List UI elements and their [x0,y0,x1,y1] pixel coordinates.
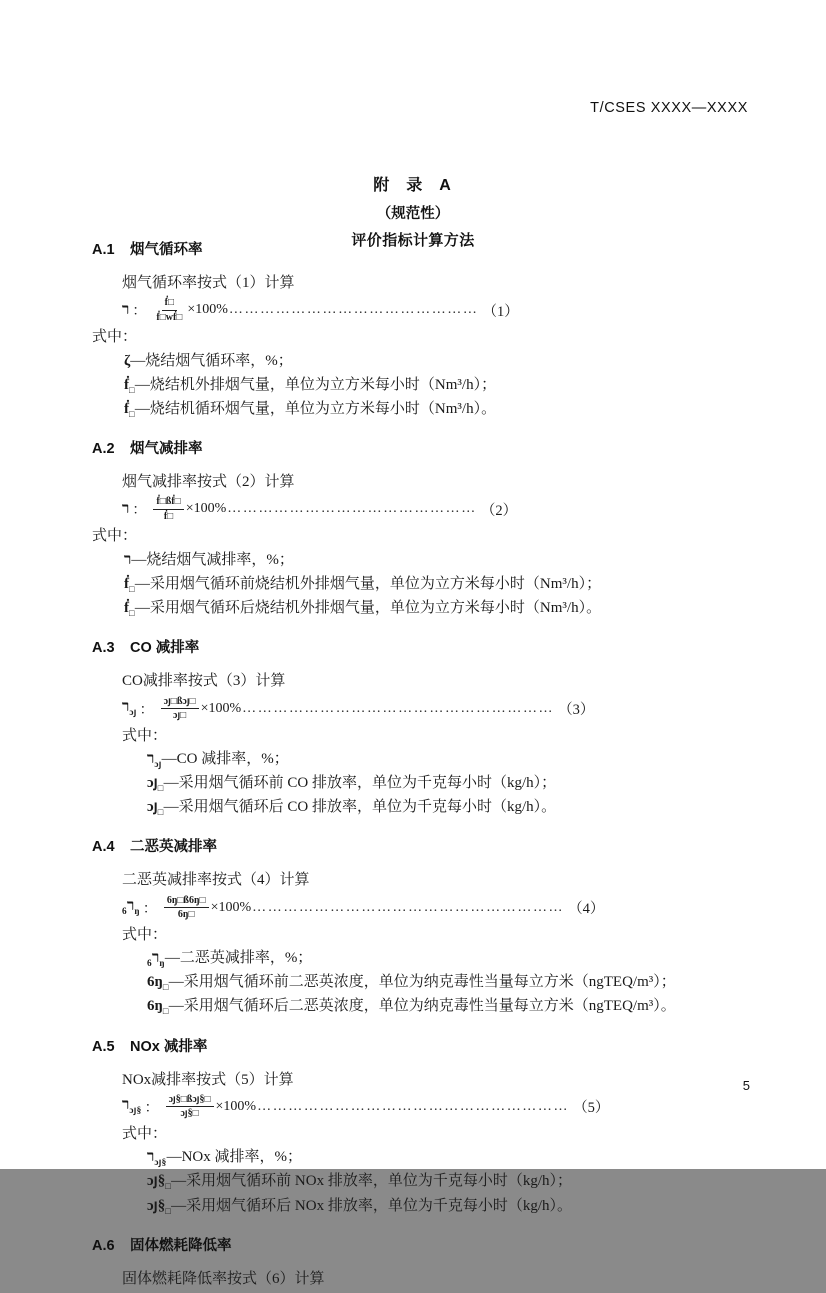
definition-symbol-subscript: □ [129,609,135,620]
definition-line [124,350,752,374]
definition-symbol: ﬧ [147,751,155,767]
definition-symbol: 6ŋ [147,998,163,1015]
definition-symbol-subscript: □ [157,784,164,795]
equation-5-fraction [166,1094,214,1120]
page-number: 5 [742,1078,750,1093]
definition-symbol-subscript: □ [165,1206,172,1217]
equation-5-leader-dots: …………………………………………………… [257,1098,570,1114]
definition-text: —采用烟气循环后二恶英浓度，单位为纳克毒性当量每立方米（ngTEQ/m³）。 [168,998,676,1015]
definition-symbol: ḟ [124,576,129,592]
equation-3-lhs-subscript: ɔյ [129,708,137,718]
equation-2 [92,496,752,522]
equation-2-number: （2） [480,502,518,519]
section-a2-intro: 烟气减排率按式（2）计算 [122,474,295,491]
definition-symbol: ﬧ [151,950,160,967]
equation-5-denominator: ɔյ§□ [180,1108,199,1120]
section-a1-number: A.1 [92,242,115,258]
equation-3-fraction [161,696,199,722]
equation-2-numerator: ḟ□ßḟ□ [153,496,183,510]
definition-symbol-subscript: ɔյ§ [154,1158,167,1169]
definition-symbol-subscript: □ [162,983,169,994]
definition-symbol-subscript: □ [129,385,135,396]
definition-symbol-subscript: □ [162,1007,169,1018]
definition-symbol-subscript: □ [129,585,135,595]
annex-name: 评价指标计算方法 [351,232,475,249]
equation-3-numerator: ɔյ□ßɔյ□ [161,696,199,710]
section-a4-intro: 二恶英减排率按式（4）计算 [122,872,310,889]
section-a5-title: NOx 减排率 [130,1038,208,1055]
section-a3-intro: CO减排率按式（3）计算 [122,673,286,690]
section-a2-shizhong-label: 式中： [92,528,138,545]
equation-5-colon: ： [144,1100,159,1116]
definition-line [147,947,752,971]
definition-line [147,1170,752,1194]
section-a6-number: A.6 [92,1237,115,1254]
definition-text: —烧结机外排烟气量，单位为立方米每小时（Nm³/h）； [134,376,497,393]
definition-symbol-subscript: □ [129,410,135,420]
section-a5-intro: NOx减排率按式（5）计算 [122,1071,294,1088]
equation-5-number: （5） [573,1100,610,1117]
definition-text: —NOx 减排率，%； [166,1149,302,1166]
section-a4-title: 二恶英减排率 [130,839,217,856]
equation-1 [92,297,752,323]
equation-5-numerator: ɔյ§□ßɔյ§□ [166,1094,214,1108]
definition-text: —采用烟气循环后烧结机外排烟气量，单位为立方米每小时（Nm³/h）。 [134,600,602,617]
definition-text: —采用烟气循环后 NOx 排放率，单位为千克每小时（kg/h）。 [171,1197,572,1214]
section-a1-title: 烟气循环率 [130,242,203,258]
definition-symbol-subscript: 6ŋ [147,959,165,970]
annex-title [0,172,826,195]
equation-2-lhs: ﬧ [122,500,130,517]
annex-letter: A [439,177,453,194]
section-a1-intro: 烟气循环率按式（1）计算 [122,275,295,291]
equation-1-lhs: ﬧ [122,301,130,318]
definition-line [147,995,752,1019]
definition-line [124,573,752,597]
equation-4-times: ×100% [210,899,252,915]
definition-line [124,374,752,398]
definition-symbol: ζ [124,352,131,369]
definition-line [147,1146,752,1170]
definition-symbol: ɔյ§ [147,1197,166,1214]
definition-line [147,1195,752,1219]
equation-4-fraction [164,895,209,921]
section-a3-shizhong-label: 式中： [122,727,168,744]
section-a5-heading [92,1035,752,1056]
definition-symbol: ḟ [124,600,129,617]
definition-symbol: ɔյ [147,799,158,816]
equation-4-lhs-symbol: ﬧ [126,898,135,915]
document-body [92,238,752,1293]
definition-line [147,796,752,820]
definition-line [147,971,752,995]
annex-label-fu: 附 [373,177,392,194]
equation-4-lhs [122,898,140,917]
running-header-standard-code: T/CSES XXXX—XXXX [590,100,748,116]
equation-1-number: （1） [482,303,519,320]
equation-1-denominator: ḟ□wḟ□ [156,311,183,323]
equation-4-lhs-subscript: 6ŋ [122,907,140,918]
equation-1-colon: ： [132,304,147,320]
equation-3-colon: ： [139,702,154,718]
definition-symbol: ﬧ [147,1149,155,1166]
definition-symbol: ɔյ [147,775,158,792]
equation-3-times: ×100% [200,700,242,716]
section-a5-definitions [92,1146,752,1218]
definition-text: —烧结烟气减排率，%； [131,551,294,568]
section-a5-shizhong-label: 式中： [122,1125,168,1142]
section-a6-intro: 固体燃耗降低率按式（6）计算 [122,1270,325,1287]
equation-4-denominator: 6ŋ□ [177,909,195,921]
definition-line [147,772,752,796]
section-a4 [92,835,752,1019]
equation-2-fraction [153,496,183,522]
definition-symbol: 6ŋ [147,974,163,991]
equation-5 [92,1094,752,1120]
equation-3-lhs [122,699,137,718]
definition-symbol: ḟ [124,401,129,417]
definition-line [124,549,752,573]
equation-5-lhs [122,1097,142,1116]
section-a4-number: A.4 [92,839,115,856]
equation-3 [92,696,752,722]
definition-symbol-subscript: ɔյ [154,760,162,770]
annex-label-lu: 录 [406,177,425,194]
definition-symbol-subscript: □ [165,1182,172,1193]
section-a3-definitions [92,748,752,820]
equation-4-leader-dots: …………………………………………………… [252,899,565,915]
section-a3-number: A.3 [92,640,115,657]
section-a3-title: CO 减排率 [130,640,200,657]
section-a2-number: A.2 [92,441,115,458]
section-a5-number: A.5 [92,1038,115,1055]
definition-text: —采用烟气循环前 CO 排放率，单位为千克每小时（kg/h）； [163,775,557,792]
section-a6-heading [92,1234,752,1255]
section-a1-heading [92,238,752,259]
equation-2-times: ×100% [185,501,227,517]
definition-line [124,597,752,621]
section-a1-shizhong-label: 式中： [92,329,138,346]
section-a3 [92,636,752,820]
equation-3-lhs-symbol: ﬧ [122,699,130,715]
section-a2-definitions [92,549,752,621]
definition-symbol-subscript: □ [157,808,164,819]
annex-kind: （规范性） [376,206,450,222]
equation-1-numerator: ḟ□ [162,297,177,311]
definition-text: —采用烟气循环前烧结机外排烟气量，单位为立方米每小时（Nm³/h）； [134,576,602,592]
section-a2-heading [92,437,752,458]
definition-symbol: ḟ [124,376,129,393]
definition-text: —采用烟气循环前 NOx 排放率，单位为千克每小时（kg/h）； [171,1173,572,1190]
section-a5 [92,1035,752,1219]
equation-1-fraction [153,297,185,323]
section-a1-definitions [92,350,752,422]
section-a6-title: 固体燃耗降低率 [130,1237,232,1254]
equation-4-numerator: 6ŋ□ß6ŋ□ [164,895,209,909]
section-a6 [92,1234,752,1291]
section-a2-title: 烟气减排率 [130,441,203,458]
definition-text: —二恶英减排率，%； [164,950,313,967]
equation-5-times: ×100% [215,1098,257,1114]
definition-text: —采用烟气循环前二恶英浓度，单位为纳克毒性当量每立方米（ngTEQ/m³）； [168,974,676,991]
equation-4-colon: ： [142,901,157,917]
equation-3-leader-dots: …………………………………………………… [242,700,555,716]
equation-3-number: （3） [558,702,595,718]
section-a3-heading [92,636,752,657]
section-a4-shizhong-label: 式中： [122,926,168,943]
equation-5-lhs-symbol: ﬧ [122,1097,130,1114]
definition-text: —采用烟气循环后 CO 排放率，单位为千克每小时（kg/h）。 [163,799,557,816]
definition-line [147,748,752,772]
section-a4-heading [92,835,752,856]
equation-1-leader-dots: ………………………………………… [228,302,479,318]
section-a1 [92,238,752,422]
equation-4-number: （4） [568,901,605,918]
equation-1-times: ×100% [187,302,228,318]
section-a2 [92,437,752,621]
equation-2-leader-dots: ………………………………………… [227,501,477,517]
equation-2-denominator: ḟ□ [163,510,174,522]
section-a4-definitions [92,947,752,1019]
equation-4 [92,895,752,921]
definition-text: —烧结烟气循环率，%； [130,352,293,369]
definition-symbol: ɔյ§ [147,1173,166,1190]
definition-symbol: ﬧ [124,551,132,568]
equation-2-colon: ： [132,503,147,519]
definition-line [124,398,752,422]
equation-3-denominator: ɔյ□ [173,710,187,721]
definition-text: —烧结机循环烟气量，单位为立方米每小时（Nm³/h）。 [134,401,497,417]
equation-5-lhs-subscript: ɔյ§ [129,1106,142,1117]
definition-text: —CO 减排率，%； [161,751,289,767]
